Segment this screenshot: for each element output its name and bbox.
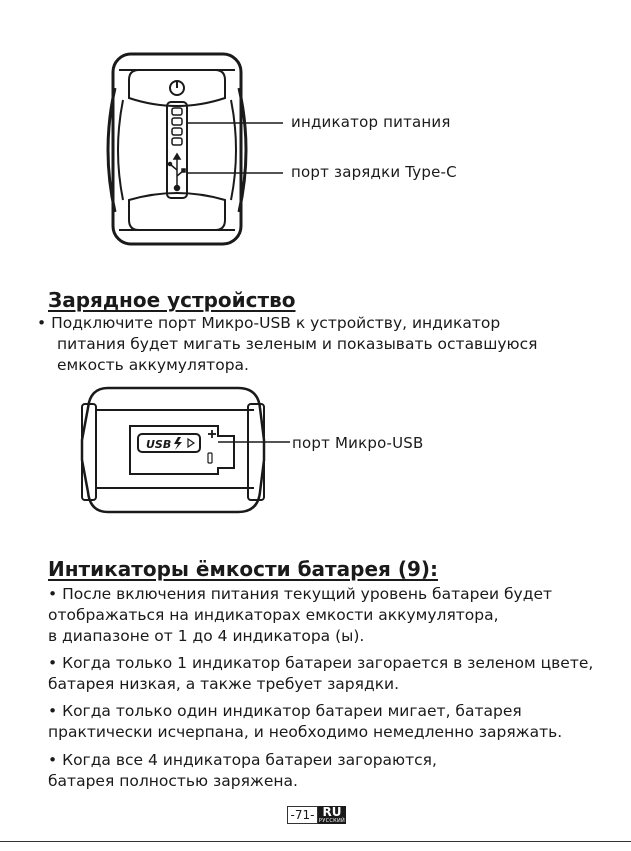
indicator-paragraph-1 xyxy=(48,584,552,647)
text-line: • Когда все 4 индикатора батареи загораются, xyxy=(48,751,437,769)
callout-type-c-port: порт зарядки Type-C xyxy=(291,163,457,181)
text-line: • Когда только 1 индикатор батареи загорается в зеленом цвете, xyxy=(48,654,594,672)
text-line: отображаться на индикаторах емкости аккумулятора, xyxy=(48,606,499,624)
power-bank-front-illustration xyxy=(95,40,475,255)
callout-micro-usb-port: порт Микро-USB xyxy=(292,434,424,452)
charger-side-illustration xyxy=(68,380,308,520)
indicator-paragraph-3 xyxy=(48,701,562,743)
indicator-paragraph-2 xyxy=(48,653,593,695)
text-line: практически исчерпана, и необходимо немедленно заряжать. xyxy=(48,723,563,741)
text-line: питания будет мигать зеленым и показывать оставшуюся xyxy=(57,335,538,353)
text-line: • Когда только один индикатор батареи мигает, батарея xyxy=(48,702,522,720)
plus-icon xyxy=(208,430,216,438)
usb-logo-icon xyxy=(169,154,186,191)
text-line: емкость аккумулятора. xyxy=(57,356,249,374)
charger-instructions xyxy=(37,313,537,376)
text-line: батарея полностью заряжена. xyxy=(48,772,298,790)
text-line: батарея низкая, а также требует зарядки. xyxy=(48,675,400,693)
lightning-icon xyxy=(174,437,182,450)
indicator-paragraph-4 xyxy=(48,750,437,792)
text-line: • После включения питания текущий уровень батареи будет xyxy=(48,585,553,603)
language-name: РУССКИЙ xyxy=(318,818,346,824)
text-line: в диапазоне от 1 до 4 индикатора (ы). xyxy=(48,627,365,645)
power-button-icon xyxy=(170,81,184,95)
text-line: • Подключите порт Микро-USB к устройству, индикатор xyxy=(37,314,501,332)
indicators-section-heading: Интикаторы ёмкости батарея (9): xyxy=(48,557,439,581)
page-number: -71- xyxy=(287,806,318,824)
usb-port-label: USB xyxy=(146,438,172,451)
language-badge xyxy=(318,806,346,824)
bottom-divider xyxy=(0,841,631,842)
callout-power-indicator: индикатор питания xyxy=(291,113,451,131)
play-icon xyxy=(188,439,194,447)
charger-section-heading: Зарядное устройство xyxy=(48,288,296,312)
language-code: RU xyxy=(322,805,342,819)
